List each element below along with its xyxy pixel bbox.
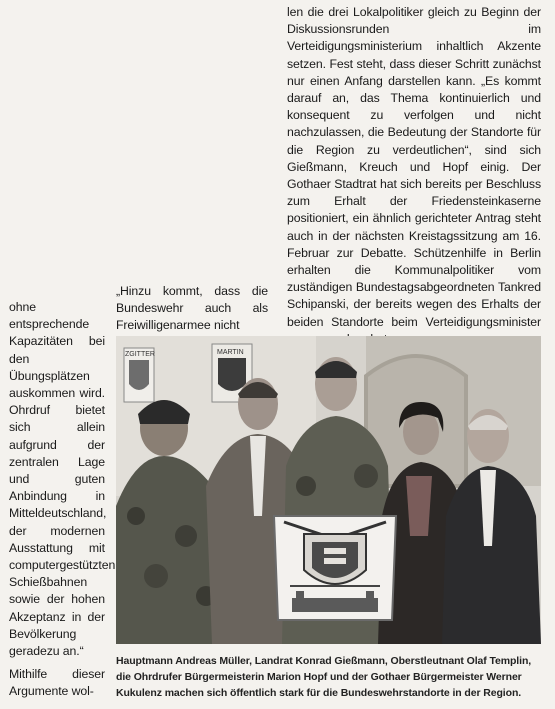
news-photo-graphic	[116, 336, 541, 644]
article-right-column	[287, 4, 541, 348]
article-left-column	[9, 299, 116, 660]
right-column-text: len die drei Lokalpolitiker gleich zu Beginn der Diskussionsrunden im Verteidigungsministerium inhaltlich Akzente setzen. Fest steht, dass dieser Schritt zunächst nur einen Anfang darstellen kann. „Es kommt darauf an, das Thema kontinuierlich und konsequent zu verfolgen und nicht nachzulassen, die Bedeutung der Standorte für die Region zu verdeutlichen“, sind sich Gießmann, Kreuch und Hopf einig. Der Gothaer Stadtrat hat sich bereits per Beschluss zum Erhalt der Friedensteinkaserne positioniert, ein ähnlich gerichteter Antrag steht auch in der nächsten Kreistagssitzung am 16. Februar zur Debatte. Schützenhilfe in Berlin erhalten die Kommunalpolitiker vom zuständigen Bundestagsabgeordneten Tankred Schipanski, der bereits wegen des Erhalts der beiden Standorte beim Verteidigungsminister	[287, 5, 541, 329]
left-column-text: ohne entsprechende Kapazitäten bei den Übungsplätzen auskommen wird. Ohrdruf bietet sich allein aufgrund der zentralen Lage und guten Anbindung in Mitteldeutschland, der modernen Ausstattung mit computergestützten Schießbahnen sowie der hohen Akzeptanz in der Bevölkerung geradezu an.“	[9, 300, 116, 659]
sign-right-text: MARTIN	[217, 349, 244, 356]
article-middle-intro	[116, 283, 268, 335]
middle-intro-text: „Hinzu kommt, dass die Bundeswehr auch als Freiwilligenarmee nicht	[116, 284, 268, 333]
photo-caption: Hauptmann Andreas Müller, Landrat Konrad Gießmann, Oberstleutnant Olaf Templin, die Ohrdrufer Bürgermeisterin Marion Hopf und der Gothaer Bürgermeister Werner Kukulenz machen sich öffentlich stark für die Bundeswehrstandorte in der Region.	[116, 655, 532, 700]
news-photo	[116, 336, 541, 644]
plaque-coat-of-arms	[274, 516, 396, 620]
bleed-through-area	[10, 6, 270, 276]
article-left-tail	[9, 666, 105, 700]
sign-left-text: ZGITTER	[125, 351, 155, 358]
left-tail-text: Mithilfe dieser Argumente wol-	[9, 667, 105, 699]
